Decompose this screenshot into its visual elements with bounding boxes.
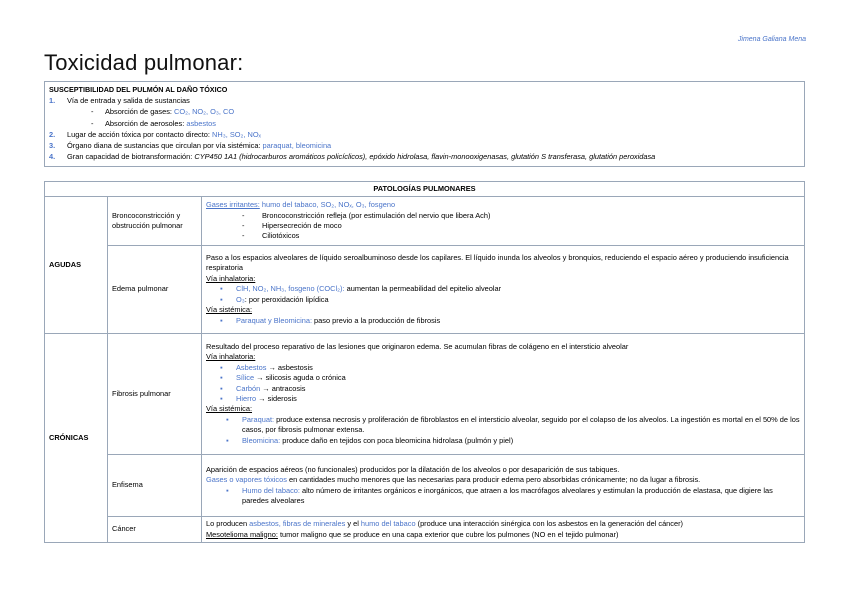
row-label: Edema pulmonar [108,246,202,334]
list-value: CYP450 1A1 (hidrocarburos aromáticos policíclicos), epóxido hidrolasa, flavin-monooxigenasas, glutatión S transferasa, glutatión peroxidasa [194,152,656,162]
enfisema-line [206,475,800,485]
page-title: Toxicidad pulmonar: [44,50,244,75]
table-row [45,197,805,246]
list-item [206,486,800,507]
gases-link: Gases irritantes: [206,200,260,210]
row-label: Enfisema [108,455,202,517]
bullet-marker: ▪ [226,435,229,445]
dash-marker: - [91,118,94,128]
list-number: 1. [49,96,56,106]
bullet-marker: ▪ [220,284,223,294]
cancer-line [206,530,800,540]
bullet-marker: ▪ [226,414,229,424]
bullet-marker: ▪ [220,373,223,383]
dash-marker: - [242,210,245,220]
sub-list-item [49,118,800,129]
agent-name: asbestos, fibras de minerales [249,519,346,529]
list-text: Lugar de acción tóxica por contacto directo: [67,129,213,139]
list-value: paraquat, bleomicina [262,141,332,151]
agent-effect: → antracosis [260,383,306,393]
table-row [45,246,805,334]
list-item [206,394,800,404]
list-text: Broncoconstricción refleja (por estimulación del nervio que libera Ach) [262,210,491,220]
list-item [206,436,800,446]
row-content [202,197,805,246]
list-text: Vía de entrada y salida de sustancias [67,96,190,106]
list-number: 3. [49,141,56,151]
agent-name: Gases o vapores tóxicos [206,475,287,485]
agent-effect: : por peroxidación lipídica [244,294,329,304]
agent-effect: paso previo a la producción de fibrosis [312,315,441,325]
group-agudas: AGUDAS [45,197,108,334]
agent-name: O₃ [236,294,245,304]
agent-effect: alto número de irritantes orgánicos e inorgánicos, que atraen a los macrófagos alveolares y estimulan la producción de elastasa, que digiere las paredes alveolares [242,485,773,505]
dash-marker: - [242,231,245,241]
list-item [206,284,800,294]
susceptibility-box [44,81,805,167]
bullet-marker: ▪ [220,294,223,304]
dash-marker: - [91,107,94,117]
bullet-marker: ▪ [220,394,223,403]
susceptibility-heading: SUSCEPTIBILIDAD DEL PULMÓN AL DAÑO TÓXICO [49,85,228,94]
agent-effect: produce daño en tejidos con poca bleomicina hidrolasa (pulmón y piel) [280,435,514,445]
table-row [45,455,805,517]
list-value: NH₃, SO₂, NOₓ [212,129,261,139]
via-inhalatoria: Vía inhalatoria: [206,273,256,283]
agent-effect: aumentan la permeabilidad del epitelio alveolar [344,284,502,294]
list-item [49,95,800,106]
agent-name: Humo del tabaco: [242,485,300,495]
list-item [206,415,800,436]
gases-list: humo del tabaco, SO₂, NOₓ, O₃, fosgeno [259,200,396,210]
via-sistemica: Vía sistémica: [206,305,253,315]
fibrosis-intro: Resultado del proceso reparativo de las lesiones que originaron edema. Se acumulan fibras de colágeno en el intersticio alveolar [206,341,629,351]
list-item [206,221,800,231]
list-item [49,140,800,151]
agent-effect: → silicosis aguda o crónica [254,373,346,383]
sub-label: Absorción de aerosoles: [105,118,187,128]
list-item [206,211,800,221]
agent-name: Hierro [236,394,257,403]
text-span: y el [345,519,361,529]
table-row [45,334,805,455]
list-item [206,295,800,305]
row-content [202,517,805,543]
agent-effect: → siderosis [256,394,297,403]
list-item [206,363,800,373]
list-text: Órgano diana de sustancias que circulan por vía sistémica: [67,141,263,151]
mesotelioma-text: tumor maligno que se produce en una capa exterior que cubre los pulmones (NO en el tejido pulmonar) [277,529,619,539]
row-label: Broncoconstricción y obstrucción pulmonar [108,197,202,246]
author-name: Jimena Galiana Mena [737,36,806,43]
bullet-marker: ▪ [220,362,223,372]
mesotelioma-label: Mesotelioma maligno: [206,529,278,539]
list-item [206,231,800,241]
dash-marker: - [242,221,245,230]
list-text: Ciliotóxicos [262,231,300,241]
row-content [202,455,805,517]
text-span: (produce una interacción sinérgica con los asbestos en la generación del cáncer) [415,519,684,529]
bullet-marker: ▪ [220,383,223,393]
cancer-line [206,519,800,529]
row-content [202,246,805,334]
via-sistemica: Vía sistémica: [206,404,253,414]
via-inhalatoria: Vía inhalatoria: [206,352,256,362]
sub-value: asbestos [186,118,216,128]
agent-name: Bleomicina: [242,435,281,445]
agent-name: Paraquat: [242,414,275,424]
agent-effect: en cantidades mucho menores que las necesarias para producir edema pero absorbidas crónicamente; no da lugar a fibrosis. [286,475,701,485]
list-text: Gran capacidad de biotransformación: [67,152,195,162]
agent-effect: produce extensa necrosis y proliferación de fibroblastos en el intersticio alveolar, seguido por el colapso de los alveolos. La ingestión es mortal en el 50% de los casos, por fibrosis pulmonar extensa. [242,414,800,435]
table-header: PATOLOGÍAS PULMONARES [45,182,805,197]
agent-effect: → asbestosis [266,362,313,372]
pathologies-table [44,181,805,543]
edema-intro: Paso a los espacios alveolares de líquido seroalbuminoso desde los capilares. El líquido inunda los alveolos y bronquios, reduciendo el espacio aéreo y produciendo insuficiencia respiratoria [206,253,789,273]
sub-list-item [49,106,800,117]
agent-name: Sílice [236,373,255,383]
agent-name: Carbón [236,383,261,393]
sub-value: CO₂, NO₂, O₃, CO [174,107,235,117]
group-cronicas: CRÓNICAS [45,334,108,543]
row-label: Cáncer [108,517,202,543]
list-item [206,373,800,383]
list-item [206,316,800,326]
list-number: 2. [49,129,56,139]
agent-name: humo del tabaco [360,519,416,529]
list-item [206,384,800,394]
row-label: Fibrosis pulmonar [108,334,202,455]
agent-name: Asbestos [236,362,267,372]
row-content [202,334,805,455]
agent-name: ClH, NO₂, NH₃, fosgeno (COCl₂): [236,284,345,294]
sub-label: Absorción de gases: [105,107,175,117]
list-item [49,151,800,162]
bullet-marker: ▪ [220,315,223,325]
list-item [49,129,800,140]
enfisema-line: Aparición de espacios aéreos (no funcionales) producidos por la dilatación de los alveolos o por desaparición de sus tabiques. [206,464,620,474]
list-text: Hipersecreción de moco [262,221,342,230]
bullet-marker: ▪ [226,485,229,495]
agent-name: Paraquat y Bleomicina: [236,315,312,325]
list-number: 4. [49,152,56,162]
table-header-row [45,182,805,197]
table-row [45,517,805,543]
text-span: Lo producen [206,519,250,529]
